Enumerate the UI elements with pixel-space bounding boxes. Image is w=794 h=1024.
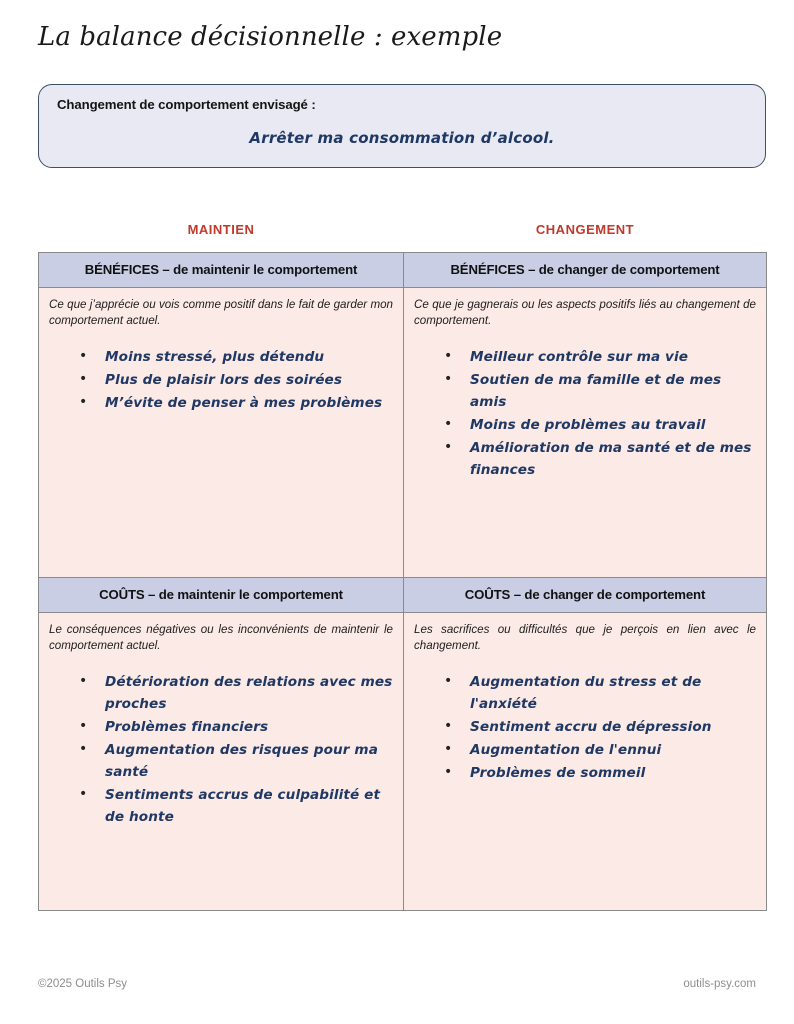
list-item: • Augmentation de l'ennui (444, 739, 756, 761)
costs-change-header-text: COÛTS – de changer de comportement (464, 587, 706, 602)
decisional-balance-grid (38, 252, 767, 911)
benefits-maintain-header-cell (39, 253, 404, 288)
list-item: • Augmentation du stress et de l'anxiété (444, 671, 756, 715)
list-item: • Meilleur contrôle sur ma vie (444, 346, 756, 368)
page-title: La balance décisionnelle : exemple (38, 22, 503, 52)
costs-change-description: Les sacrifices ou difficultés que je perçois en lien avec le changement. (414, 623, 756, 653)
costs-body-row (39, 613, 767, 911)
footer-website: outils-psy.com (683, 978, 756, 990)
list-item: • Moins de problèmes au travail (444, 414, 756, 436)
benefits-header-row (39, 253, 767, 288)
footer-copyright: ©2025 Outils Psy (38, 978, 128, 990)
list-item: • Plus de plaisir lors des soirées (79, 369, 393, 391)
list-item: • M’évite de penser à mes problèmes (79, 392, 393, 414)
behaviour-label: Changement de comportement envisagé : (57, 97, 316, 112)
costs-maintain-body-cell (39, 613, 404, 911)
list-item: • Problèmes de sommeil (444, 762, 756, 784)
benefits-body-row (39, 288, 767, 578)
costs-maintain-list (49, 671, 393, 828)
behaviour-statement-box (38, 84, 766, 168)
list-item: • Moins stressé, plus détendu (79, 346, 393, 368)
benefits-change-header-cell (404, 253, 767, 288)
costs-change-header-cell (404, 578, 767, 613)
column-caption-changement: CHANGEMENT (535, 222, 635, 237)
behaviour-value: Arrêter ma consommation d’alcool. (249, 129, 555, 147)
costs-change-list (414, 671, 756, 784)
costs-maintain-header-text: COÛTS – de maintenir le comportement (99, 587, 343, 602)
benefits-change-list (414, 346, 756, 481)
benefits-maintain-list (49, 346, 393, 414)
costs-maintain-header-cell (39, 578, 404, 613)
benefits-change-header-text: BÉNÉFICES – de changer de comportement (450, 262, 720, 277)
list-item: • Amélioration de ma santé et de mes finances (444, 437, 756, 481)
benefits-maintain-description: Ce que j’apprécie ou vois comme positif dans le fait de garder mon comportement actuel. (49, 298, 393, 328)
costs-change-body-cell (404, 613, 767, 911)
costs-header-row (39, 578, 767, 613)
list-item: • Sentiment accru de dépression (444, 716, 756, 738)
list-item: • Sentiments accrus de culpabilité et de honte (79, 784, 393, 828)
benefits-maintain-header-text: BÉNÉFICES – de maintenir le comportement (84, 262, 358, 277)
list-item: • Soutien de ma famille et de mes amis (444, 369, 756, 413)
column-caption-maintien: MAINTIEN (187, 222, 255, 237)
list-item: • Augmentation des risques pour ma santé (79, 739, 393, 783)
benefits-change-body-cell (404, 288, 767, 578)
costs-maintain-description: Le conséquences négatives ou les inconvénients de maintenir le comportement actuel. (49, 623, 393, 653)
list-item: • Problèmes financiers (79, 716, 393, 738)
benefits-change-description: Ce que je gagnerais ou les aspects positifs liés au changement de comportement. (414, 298, 756, 328)
benefits-maintain-body-cell (39, 288, 404, 578)
list-item: • Détérioration des relations avec mes proches (79, 671, 393, 715)
